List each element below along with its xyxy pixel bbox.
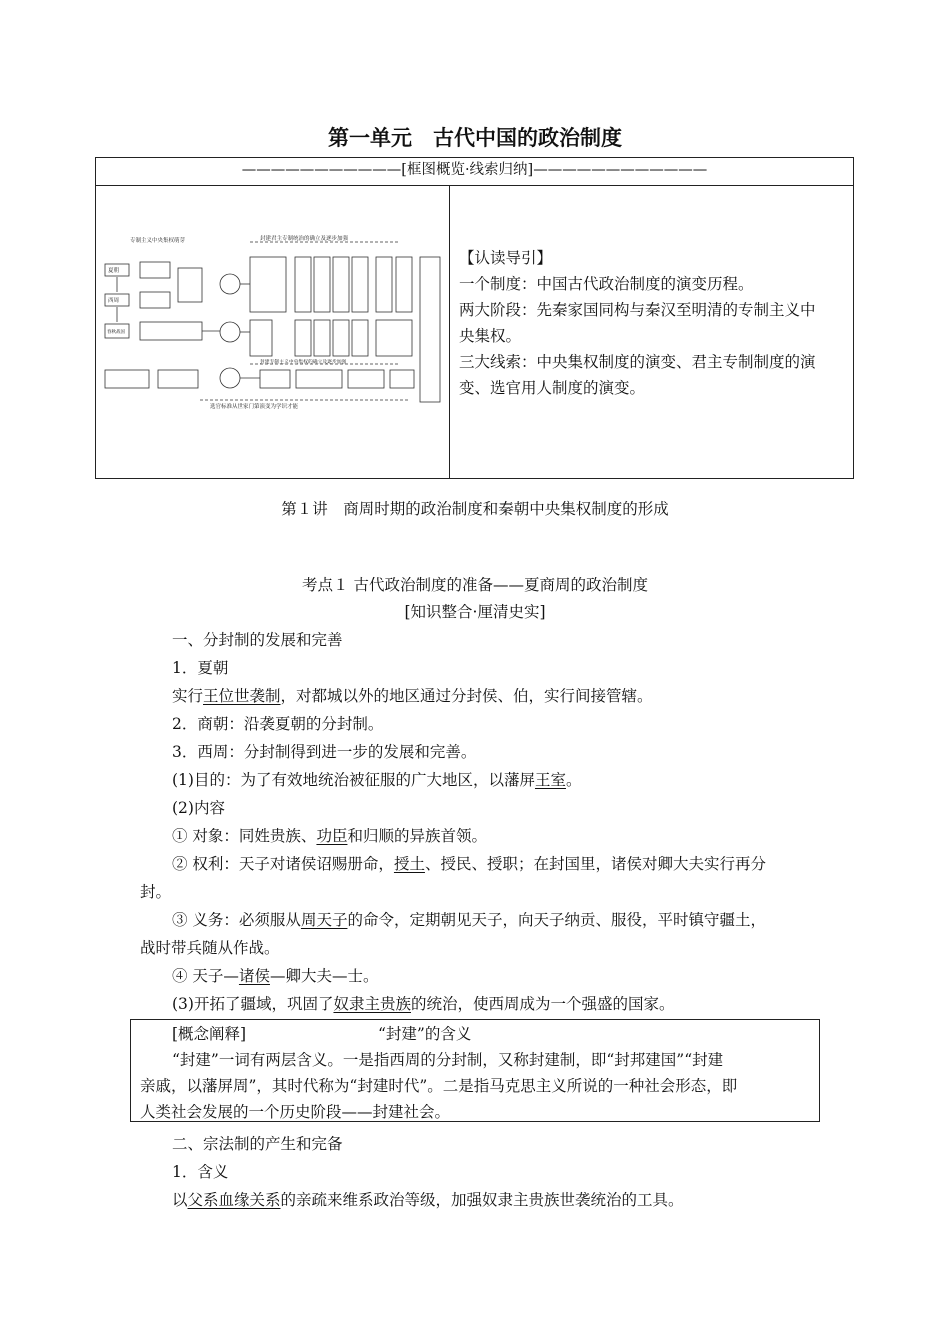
concept-label: [概念阐释]	[172, 1025, 247, 1043]
label-chunqiu: 春秋战国	[107, 330, 125, 335]
diagram-mid-note: 封建专制主义中央集权的确立及逐步加强	[260, 360, 347, 365]
line-duty-cont: 战时带兵随从作战。	[140, 939, 280, 957]
line-effect: (3)开拓了疆域，巩固了奴隶主贵族的统治，使西周成为一个强盛的国家。	[172, 995, 675, 1013]
item-meaning: 1．含义	[172, 1163, 229, 1181]
box-bagu	[390, 370, 414, 388]
box-xingsheng	[352, 320, 368, 356]
circle-junzhu	[220, 274, 240, 294]
box-feixing	[376, 320, 412, 356]
concept-line-2: 亲戚，以藩屏周”，其时代称为“封建时代”。二是指马克思主义所说的一种社会形态，即	[140, 1077, 738, 1095]
line-meaning: 以父系血缘关系的亲疏来维系政治等级，加强奴隶主贵族世袭统治的工具。	[172, 1191, 684, 1209]
reading-guide	[459, 245, 851, 401]
line-hierarchy: ④ 天子—诸侯—卿大夫—士。	[172, 967, 379, 985]
line-duty: ③ 义务：必须服从周天子的命令，定期朝见天子，向天子纳贡、服役，平时镇守疆土，	[172, 911, 766, 929]
line-rights: ② 权利：天子对诸侯诏赐册命，授土、授民、授职；在封国里，诸侯对卿大夫实行再分	[172, 855, 766, 873]
overview-diagram	[100, 232, 445, 412]
box-yuan	[352, 257, 368, 312]
box-qing	[396, 257, 412, 312]
line-content: (2)内容	[172, 799, 225, 817]
label-xia: 夏朝	[108, 268, 120, 274]
guide-line-2: 两大阶段：先秦家国同构与秦汉至明清的专制主义中	[459, 301, 816, 319]
line-purpose: (1)目的：为了有效地统治被征服的广大地区，以藩屏王室。	[172, 771, 582, 789]
section1-heading: 一、分封制的发展和完善	[172, 631, 343, 649]
box-zhongwen	[333, 320, 349, 356]
box-jiupin	[296, 370, 342, 388]
box-fenfeng	[140, 292, 170, 308]
guide-heading: 【认读导引】	[459, 249, 553, 267]
section2-heading: 二、宗法制的产生和完备	[172, 1135, 343, 1153]
guide-line-5: 变、选官用人制度的演变。	[459, 379, 646, 397]
diagram-top-note: 专制主义中央集权萌芽	[130, 238, 186, 244]
concept-line-3: 人类社会发展的一个历史阶段——封建社会。	[140, 1103, 451, 1121]
box-wajie	[140, 322, 202, 340]
line-xia-detail: 实行王位世袭制，对都城以外的地区通过分封侯、伯，实行间接管辖。	[172, 687, 653, 705]
label-xizhou: 西周	[108, 298, 120, 304]
concept-title: “封建”的含义	[378, 1025, 472, 1043]
box-keju	[348, 370, 384, 388]
diagram-bottom-note: 选官标准从世家门第演变为学识才能	[210, 404, 299, 410]
item-xia: 1．夏朝	[172, 659, 229, 677]
guide-line-4: 三大线索：中央集权制度的演变、君主专制制度的演	[459, 353, 816, 371]
box-zhoudao	[314, 320, 330, 356]
lecture-title: 第１讲 商周时期的政治制度和秦朝中央集权制度的形成	[281, 500, 669, 518]
item-xizhou: 3．西周：分封制得到进一步的发展和完善。	[172, 743, 477, 761]
line-object: ① 对象：同姓贵族、功臣和归顺的异族首领。	[172, 827, 487, 845]
frame-header: ———————————[框图概览·线索归纳]————————————	[96, 158, 853, 186]
circle-zhongyang	[220, 322, 240, 342]
box-junguo	[295, 320, 311, 356]
kaodian-subtitle: [知识整合·厘清史实]	[404, 603, 546, 621]
box-ming	[376, 257, 392, 312]
guide-line-3: 央集权。	[459, 327, 522, 345]
box-wangwei	[140, 262, 170, 278]
line-rights-cont: 封。	[140, 883, 172, 901]
box-song	[333, 257, 349, 312]
box-junggong	[158, 370, 198, 388]
page-title: 第一单元 古代中国的政治制度	[328, 126, 622, 150]
box-suitang	[314, 257, 330, 312]
guide-line-1: 一个制度：中国古代政治制度的演变历程。	[459, 275, 754, 293]
frame-divider	[449, 185, 450, 478]
box-right-vertical	[420, 257, 440, 402]
box-shiqing	[105, 370, 149, 388]
box-junxian	[250, 320, 272, 356]
concept-line-1: “封建”一词有两层含义。一是指西周的分封制，又称封建制，即“封邦建国”“封建	[172, 1051, 724, 1069]
kaodian-title: 考点１ 古代政治制度的准备——夏商周的政治制度	[302, 576, 648, 594]
box-qin	[250, 257, 286, 312]
item-shang: 2．商朝：沿袭夏朝的分封制。	[172, 715, 384, 733]
diagram-top-arrow-note: 封建君主专制统治的确立及逐步加强	[260, 236, 349, 242]
circle-xuanguan	[220, 368, 240, 388]
box-zongfa	[178, 268, 202, 302]
box-lianghan	[295, 257, 311, 312]
box-chaju	[260, 370, 290, 388]
